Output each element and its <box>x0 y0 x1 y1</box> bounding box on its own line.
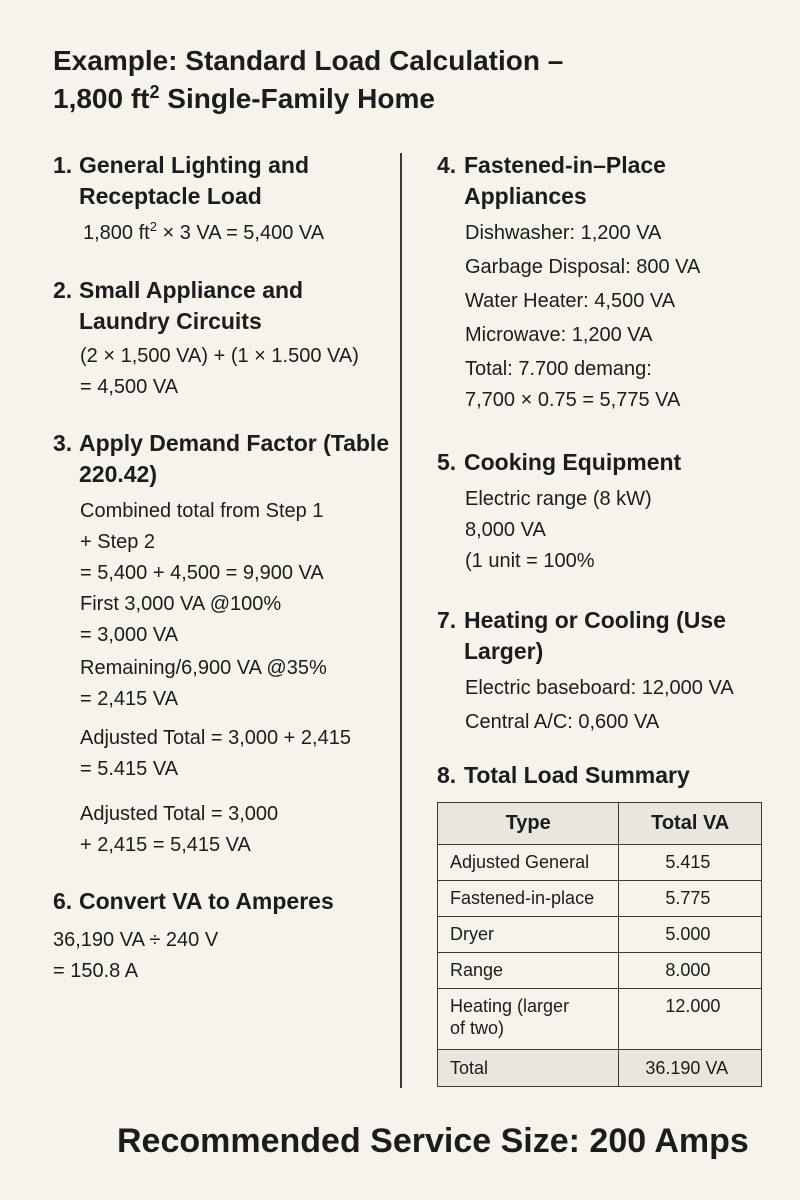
table-total-row <box>438 1050 762 1087</box>
section-small-appliance <box>53 275 383 403</box>
section-convert-amperes <box>53 886 383 987</box>
page-title <box>53 42 773 118</box>
section-total-load-summary <box>437 760 777 791</box>
section-fastened-appliances <box>437 150 777 416</box>
total-value: 36.190 VA <box>619 1050 762 1087</box>
section-number: 7. <box>437 607 457 633</box>
table-row <box>438 881 762 917</box>
column-header-total-va: Total VA <box>619 803 762 845</box>
section-heading <box>437 760 777 791</box>
calc-line: = 5.415 VA <box>80 758 179 780</box>
section-heading <box>53 275 383 337</box>
section-number: 2. <box>53 277 73 303</box>
title-line-2-suffix: Single-Family Home <box>159 83 435 114</box>
section-heading <box>437 447 777 478</box>
calc-line <box>53 218 383 249</box>
table-header-row <box>438 803 762 845</box>
appliance-line: Dishwasher: 1,200 VA <box>465 222 662 244</box>
appliance-line: 7,700 × 0.75 = 5,775 VA <box>465 389 681 411</box>
calc-line: Remaining/6,900 VA @35% <box>80 657 327 679</box>
section-heading <box>53 886 383 917</box>
section-heating-cooling <box>437 605 777 738</box>
section-demand-factor <box>53 428 393 861</box>
heating-line: Electric baseboard: 12,000 VA <box>465 677 734 699</box>
calc-line: 36,190 VA ÷ 240 V <box>53 929 219 951</box>
section-number: 1. <box>53 152 73 178</box>
section-heading <box>53 150 383 212</box>
cooking-line: (1 unit = 100% <box>465 550 595 572</box>
calc-line: = 4,500 VA <box>80 376 179 398</box>
cooking-line: Electric range (8 kW) <box>465 488 652 510</box>
calc-line: = 3,000 VA <box>80 624 179 646</box>
appliance-line: Water Heater: 4,500 VA <box>465 290 676 312</box>
section-cooking-equipment <box>437 447 777 577</box>
service-size-recommendation: Recommended Service Size: 200 Amps <box>117 1122 749 1160</box>
table-row <box>438 917 762 953</box>
section-title: Small Appliance and Laundry Circuits <box>79 277 304 334</box>
calc-line: First 3,000 VA @100% <box>80 593 282 615</box>
section-number: 5. <box>437 449 457 475</box>
calc-line: = 2,415 VA <box>80 688 179 710</box>
calc-suffix: × 3 VA = 5,400 VA <box>156 222 325 244</box>
calc-prefix: 1,800 ft <box>83 222 150 244</box>
calc-line: Combined total from Step 1 <box>80 500 324 522</box>
section-title: Convert VA to Amperes <box>79 888 334 914</box>
section-number: 6. <box>53 888 73 914</box>
calc-line: Adjusted Total = 3,000 + 2,415 <box>80 727 351 749</box>
calc-line: = 150.8 A <box>53 960 139 982</box>
row-value: 8.000 <box>619 953 762 989</box>
section-title: General Lighting and Receptacle Load <box>79 152 310 209</box>
section-number: 8. <box>437 762 457 788</box>
title-line-2-prefix: 1,800 ft <box>53 83 150 114</box>
appliance-line: Garbage Disposal: 800 VA <box>465 256 701 278</box>
load-summary-table <box>437 802 762 1087</box>
table-row <box>438 953 762 989</box>
table-row <box>438 989 762 1050</box>
section-title: Fastened-in–Place Appliances <box>464 152 666 209</box>
section-title: Heating or Cooling (Use Larger) <box>464 607 726 664</box>
calc-superscript: 2 <box>149 219 157 234</box>
row-value: 5.415 <box>619 845 762 881</box>
row-value: 5.000 <box>619 917 762 953</box>
appliance-line: Microwave: 1,200 VA <box>465 324 653 346</box>
row-value: 5.775 <box>619 881 762 917</box>
section-heading <box>437 605 777 667</box>
section-title: Cooking Equipment <box>464 449 682 475</box>
section-title: Apply Demand Factor (Table 220.42) <box>79 430 390 487</box>
total-label: Total <box>438 1050 619 1087</box>
row-type: Heating (larger of two) <box>438 989 619 1050</box>
calc-line: = 5,400 + 4,500 = 9,900 VA <box>80 562 324 584</box>
calc-line: Adjusted Total = 3,000 <box>80 803 279 825</box>
column-divider <box>400 153 402 1088</box>
row-type: Adjusted General <box>438 845 619 881</box>
calc-line: (2 × 1,500 VA) + (1 × 1.500 VA) <box>80 345 359 367</box>
heating-line: Central A/C: 0,600 VA <box>465 711 660 733</box>
row-type: Fastened-in-place <box>438 881 619 917</box>
row-type: Dryer <box>438 917 619 953</box>
appliance-line: Total: 7.700 demang: <box>465 358 652 380</box>
title-line-1: Example: Standard Load Calculation – <box>53 45 564 76</box>
section-number: 3. <box>53 430 73 456</box>
calc-line: + Step 2 <box>80 531 156 553</box>
title-superscript: 2 <box>149 82 160 102</box>
table-row <box>438 845 762 881</box>
section-heading <box>437 150 777 212</box>
section-heading <box>53 428 393 490</box>
section-general-lighting <box>53 150 383 249</box>
section-title: Total Load Summary <box>464 762 690 788</box>
row-type: Range <box>438 953 619 989</box>
column-header-type: Type <box>438 803 619 845</box>
section-number: 4. <box>437 152 457 178</box>
calc-line: + 2,415 = 5,415 VA <box>80 834 251 856</box>
row-value: 12.000 <box>619 989 762 1050</box>
cooking-line: 8,000 VA <box>465 519 546 541</box>
